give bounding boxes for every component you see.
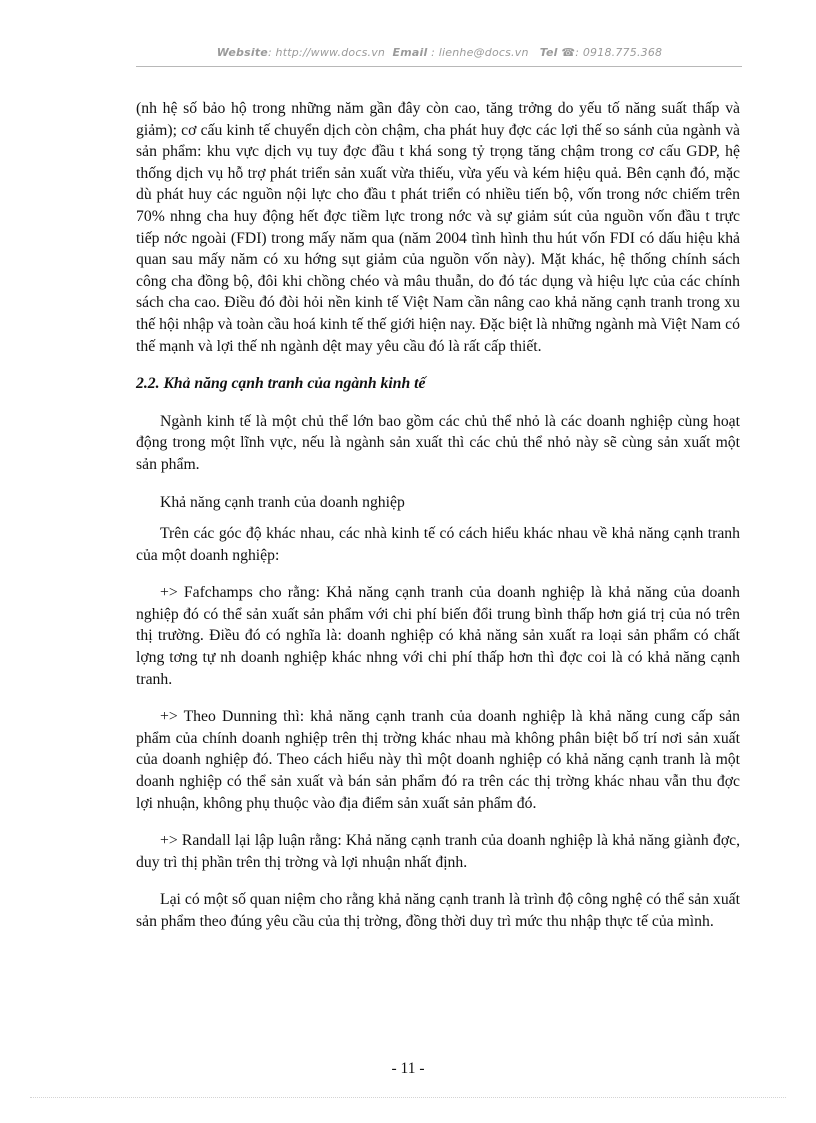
website-value: : http://www.docs.vn xyxy=(267,46,386,59)
section-heading: 2.2. Khả năng cạnh tranh của ngành kinh tế xyxy=(136,375,426,393)
tel-value: ☎: 0918.775.368 xyxy=(557,46,663,59)
paragraph-5: +> Theo Dunning thì: khả năng cạnh tranh của doanh nghiệp là khả năng cung cấp sản phẩm của chính doanh nghiệp trên thị trờng khác nhau mà không phân biệt bố trí nơi sản xuất của doanh nghiệp đó. Theo cách hiểu này thì một doanh nghiệp có khả năng cạnh tranh là một doanh nghiệp có thể sản xuất và bán sản phẩm đó ra trên các thị trờng khác nhau vẫn thu đợc lợi nhuận, không phụ thuộc vào địa điểm sản xuất sản phẩm đó. xyxy=(136,708,740,812)
footer-divider xyxy=(30,1097,786,1098)
paragraph-7: Lại có một số quan niệm cho rằng khả năng cạnh tranh là trình độ công nghệ có thể sản xuất sản phẩm theo đúng yêu cầu của thị trờng, đồng thời duy trì mức thu nhập thực tế của mình. xyxy=(136,891,740,930)
tel-label: Tel xyxy=(539,46,558,59)
email-label: Email xyxy=(392,46,428,59)
paragraph-2: Ngành kinh tế là một chủ thể lớn bao gồm các chủ thể nhỏ là các doanh nghiệp cùng hoạt động trong một lĩnh vực, nếu là ngành sản xuất thì các chủ thể nhỏ này sẽ cùng sản xuất một sản phẩm. xyxy=(136,412,740,473)
subheading: Khả năng cạnh tranh của doanh nghiệp xyxy=(160,493,405,511)
paragraph-3: Trên các góc độ khác nhau, các nhà kinh tế có cách hiểu khác nhau về khả năng cạnh tranh của một doanh nghiệp: xyxy=(136,525,740,564)
website-label: Website xyxy=(216,46,268,59)
paragraph-1: (nh hệ số bảo hộ trong những năm gần đây còn cao, tăng trởng do yếu tố năng suất thấp và giảm); cơ cấu kinh tế chuyển dịch còn chậm, cha phát huy đợc các lợi thế so sánh của ngành và sản phẩm: khu vực dịch vụ tuy đợc đầu t khá song tỷ trọng tăng chậm trong cơ cấu GDP, hệ thống dịch vụ hỗ trợ phát triển sản xuất vừa thiếu, vừa yếu và kém hiệu quả. Bên cạnh đó, mặc dù phát huy các nguồn nội lực cho đầu t phát triển có nhiều tiến bộ, vốn trong nớc chiếm trên 70% nhng cha huy động hết đợc tiềm lực trong nớc và sự giảm sút của nguồn vốn đầu t trực tiếp nớc ngoài (FDI) trong mấy năm qua (năm 2004 tình hình thu hút vốn FDI có dấu hiệu khả quan sau mấy năm có xu hớng sụt giảm của nguồn vốn này). Mặt khác, hệ thống chính sách công cha đồng bộ, đôi khi chồng chéo và mâu thuẫn, do đó tác dụng và hiệu lực của các chính sách cha cao. Điều đó đòi hỏi nền kinh tế Việt Nam cần nâng cao khả năng cạnh tranh trong xu thế hội nhập và toàn cầu hoá kinh tế thế giới hiện nay. Đặc biệt là những ngành mà Việt Nam có thế mạnh và lợi thế nh ngành dệt may yêu cầu đó là rất cấp thiết. xyxy=(136,100,740,355)
page-body xyxy=(136,98,740,949)
header-divider xyxy=(136,66,742,67)
paragraph-4: +> Fafchamps cho rằng: Khả năng cạnh tranh của doanh nghiệp là khả năng của doanh nghiệp đó có thể sản xuất sản phẩm với chi phí biến đổi trung bình thấp hơn giá trị của nó trên thị trường. Điều đó có nghĩa là: doanh nghiệp có khả năng sản xuất ra loại sản phẩm có chất lợng tơng tự nh doanh nghiệp khác nhng với chi phí thấp hơn thì đợc coi là có khả năng cạnh tranh. xyxy=(136,584,740,688)
paragraph-6: +> Randall lại lập luận rằng: Khả năng cạnh tranh của doanh nghiệp là khả năng giành đợc, duy trì thị phần trên thị trờng và lợi nhuận nhất định. xyxy=(136,832,740,871)
page-header xyxy=(138,46,741,59)
email-value: : lienhe@docs.vn xyxy=(427,46,529,59)
page-number: - 11 - xyxy=(391,1060,425,1077)
